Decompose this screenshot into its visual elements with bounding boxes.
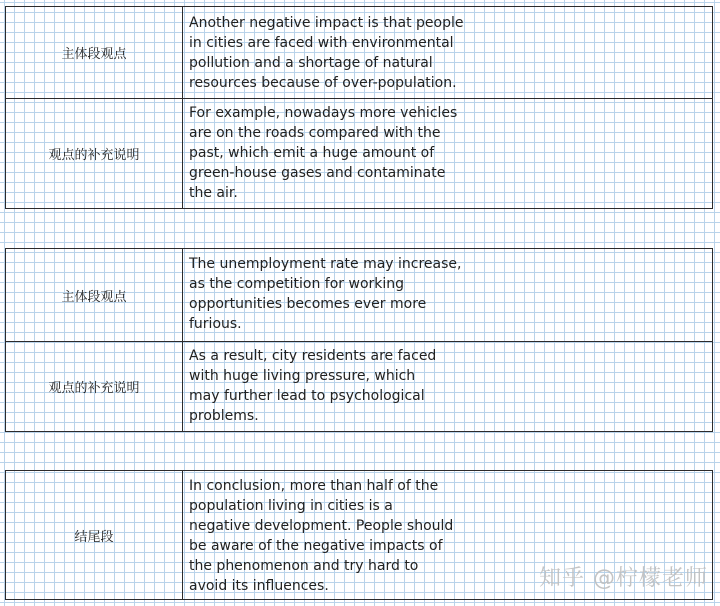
content-line: with huge living pressure, which [189,368,416,384]
content-line: avoid its influences. [189,578,329,594]
content-line: are on the roads compared with the [189,125,441,141]
content-line: Another negative impact is that people [189,15,464,31]
row-label: 结尾段 [6,471,183,599]
table-row [6,249,712,341]
row-content [183,99,712,208]
table-row [6,7,712,98]
row-label: 观点的补充说明 [6,342,183,431]
row-label: 观点的补充说明 [6,99,183,208]
table-row [6,341,712,431]
content-line: In conclusion, more than half of the [189,478,439,494]
row-content [183,249,712,341]
content-line: green-house gases and contaminate [189,165,446,181]
content-line: problems. [189,408,259,424]
content-line: as the competition for working [189,276,405,292]
content-line: population living in cities is a [189,498,393,514]
content-line: pollution and a shortage of natural [189,55,433,71]
row-label: 主体段观点 [6,249,183,341]
content-line: furious. [189,316,242,332]
content-line: As a result, city residents are faced [189,348,437,364]
content-line: may further lead to psychological [189,388,425,404]
content-line: resources because of over-population. [189,75,457,91]
content-line: The unemployment rate may increase, [189,256,462,272]
content-line: opportunities becomes ever more [189,296,427,312]
content-line: in cities are faced with environmental [189,35,454,51]
row-content [183,7,712,98]
content-line: the phenomenon and try hard to [189,558,419,574]
content-line: past, which emit a huge amount of [189,145,435,161]
content-line: be aware of the negative impacts of [189,538,443,554]
row-content [183,342,712,431]
row-label: 主体段观点 [6,7,183,98]
content-line: the air. [189,185,238,201]
essay-table-2 [5,248,713,432]
table-row [6,98,712,208]
content-line: For example, nowadays more vehicles [189,105,458,121]
content-line: negative development. People should [189,518,454,534]
watermark: 知乎 @柠檬老师 [539,566,708,591]
essay-table-1 [5,6,713,209]
